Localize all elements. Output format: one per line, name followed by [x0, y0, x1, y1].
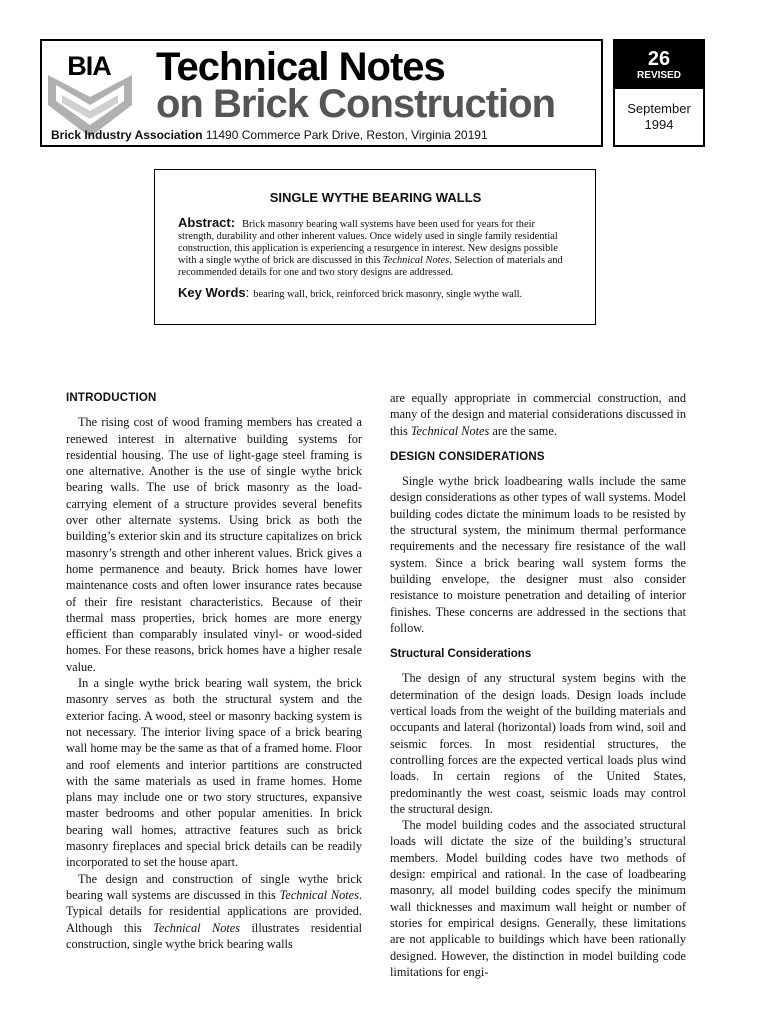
issue-month: September	[627, 101, 691, 116]
structural-paragraph-1: The design of any structural system begins with the determination of the design loads. Design loads include vertical loads from the weight of the building materials and occupants and lateral (horizontal) loads from wind, soil and seismic forces. In most residential structures, the controlling forces are the expected vertical loads plus wind loads. In certain regions of the United States, predominantly the west coast, seismic loads may control the structural design.	[390, 671, 686, 816]
logo-text: BIA	[67, 51, 111, 81]
intro-paragraph-1: The rising cost of wood framing members has created a renewed interest in alternative building systems for residential housing. The use of light-gage steel framing is one alternative. Another is the use of single wythe brick bearing walls. The use of brick masonry as the load-carrying element of a structure provides several benefits over other alternate systems. Using brick as both the building’s exterior skin and its structure capitalizes on brick masonry’s strength and other inherent values. Brick gives a home permanence and beauty. Brick homes have lower maintenance costs and often lower insurance rates because of their fire resistant characteristics. Because of their thermal mass properties, brick homes are more energy efficient than comparably insulated vinyl- or wood-sided homes. For these reasons, brick homes have a higher resale value.	[66, 415, 362, 674]
association-line	[51, 128, 488, 142]
issue-number-tab	[615, 41, 703, 89]
abstract-label: Abstract:	[178, 215, 236, 230]
continued-paragraph: are equally appropriate in commercial construction, and many of the design and material considerations discussed in this Technical Notes are the same.	[390, 391, 686, 438]
title-line-2: on Brick Construction	[156, 82, 556, 126]
intro-paragraph-2: In a single wythe brick bearing wall system, the brick masonry serves as both the structural system and the exterior facing. A wood, steel or masonry backing system is not necessary. The interior living space of a brick bearing wall home may be the same as that of a framed home. Floor and roof elements and interior partitions are constructed with the same materials as used in frame homes. Home plans may include one or two story structures, expansive master bedrooms and other popular amenities. In brick bearing wall homes, attractive features such as brick masonry fireplaces and special brick details can be readily incorporated to set the house apart.	[66, 676, 362, 870]
document-title: SINGLE WYTHE BEARING WALLS	[269, 190, 482, 205]
title-line-1: Technical Notes	[156, 45, 445, 89]
structural-paragraph-2: The model building codes and the associated structural loads will dictate the size of the building’s structural members. Model building codes have two methods of design: empirical and rational. In the case of loadbearing masonry, all model building codes specify the minimum wall thicknesses and maximum wall height or number of stories for empirical designs. Generally, these limitations are not applicable to buildings which have been rationally designed. However, the distinction in model building code limitations for engi-	[390, 818, 686, 979]
right-column	[390, 390, 686, 980]
structural-considerations-heading: Structural Considerations	[390, 648, 532, 661]
design-considerations-heading: DESIGN CONSIDERATIONS	[390, 450, 545, 463]
document-header	[40, 39, 603, 147]
introduction-heading: INTRODUCTION	[66, 392, 157, 404]
bia-logo-icon	[48, 47, 132, 137]
design-paragraph-1: Single wythe brick loadbearing walls include the same design considerations as other types of wall systems. Model building codes dictate the minimum loads to be resisted by the structural system, the minimum thermal performance requirements and the necessary fire resistance of the wall system. Since a brick bearing wall system forms the building envelope, the designer must also consider resistance to moisture penetration and detailing of interior finishes. These concerns are addressed in the sections that follow.	[390, 474, 686, 635]
keywords-paragraph	[178, 287, 573, 301]
left-column	[66, 390, 362, 952]
intro-paragraph-3: The design and construction of single wythe brick bearing wall systems are discussed in this Technical Notes. Typical details for residential applications are provided. Although this Technical Notes illustrates residential construction, single wythe brick bearing walls	[66, 871, 363, 951]
issue-number: 26	[647, 48, 671, 70]
association-address: 11490 Commerce Park Drive, Reston, Virginia 20191	[202, 128, 488, 142]
abstract-paragraph	[178, 217, 573, 279]
keywords-text: bearing wall, brick, reinforced brick masonry, single wythe wall.	[253, 289, 523, 300]
abstract-text-b: . Selection of materials and recommended details for one and two story designs are addressed.	[178, 255, 563, 278]
issue-status: REVISED	[637, 70, 681, 81]
issue-year: 1994	[644, 117, 674, 132]
issue-date	[615, 89, 703, 133]
abstract-box	[154, 169, 596, 325]
abstract-text-italic: Technical Notes	[382, 255, 450, 266]
association-name: Brick Industry Association	[51, 128, 203, 142]
abstract-text-a: Brick masonry bearing wall systems have been used for years for their strength, durability and other inherent values. Once widely used in single family residential construction, this application is experiencing a resurgence in interest. New designs possible with a single wythe of brick are discussed in this	[178, 219, 558, 266]
issue-box	[613, 39, 705, 147]
keywords-label: Key Words:	[178, 285, 250, 300]
